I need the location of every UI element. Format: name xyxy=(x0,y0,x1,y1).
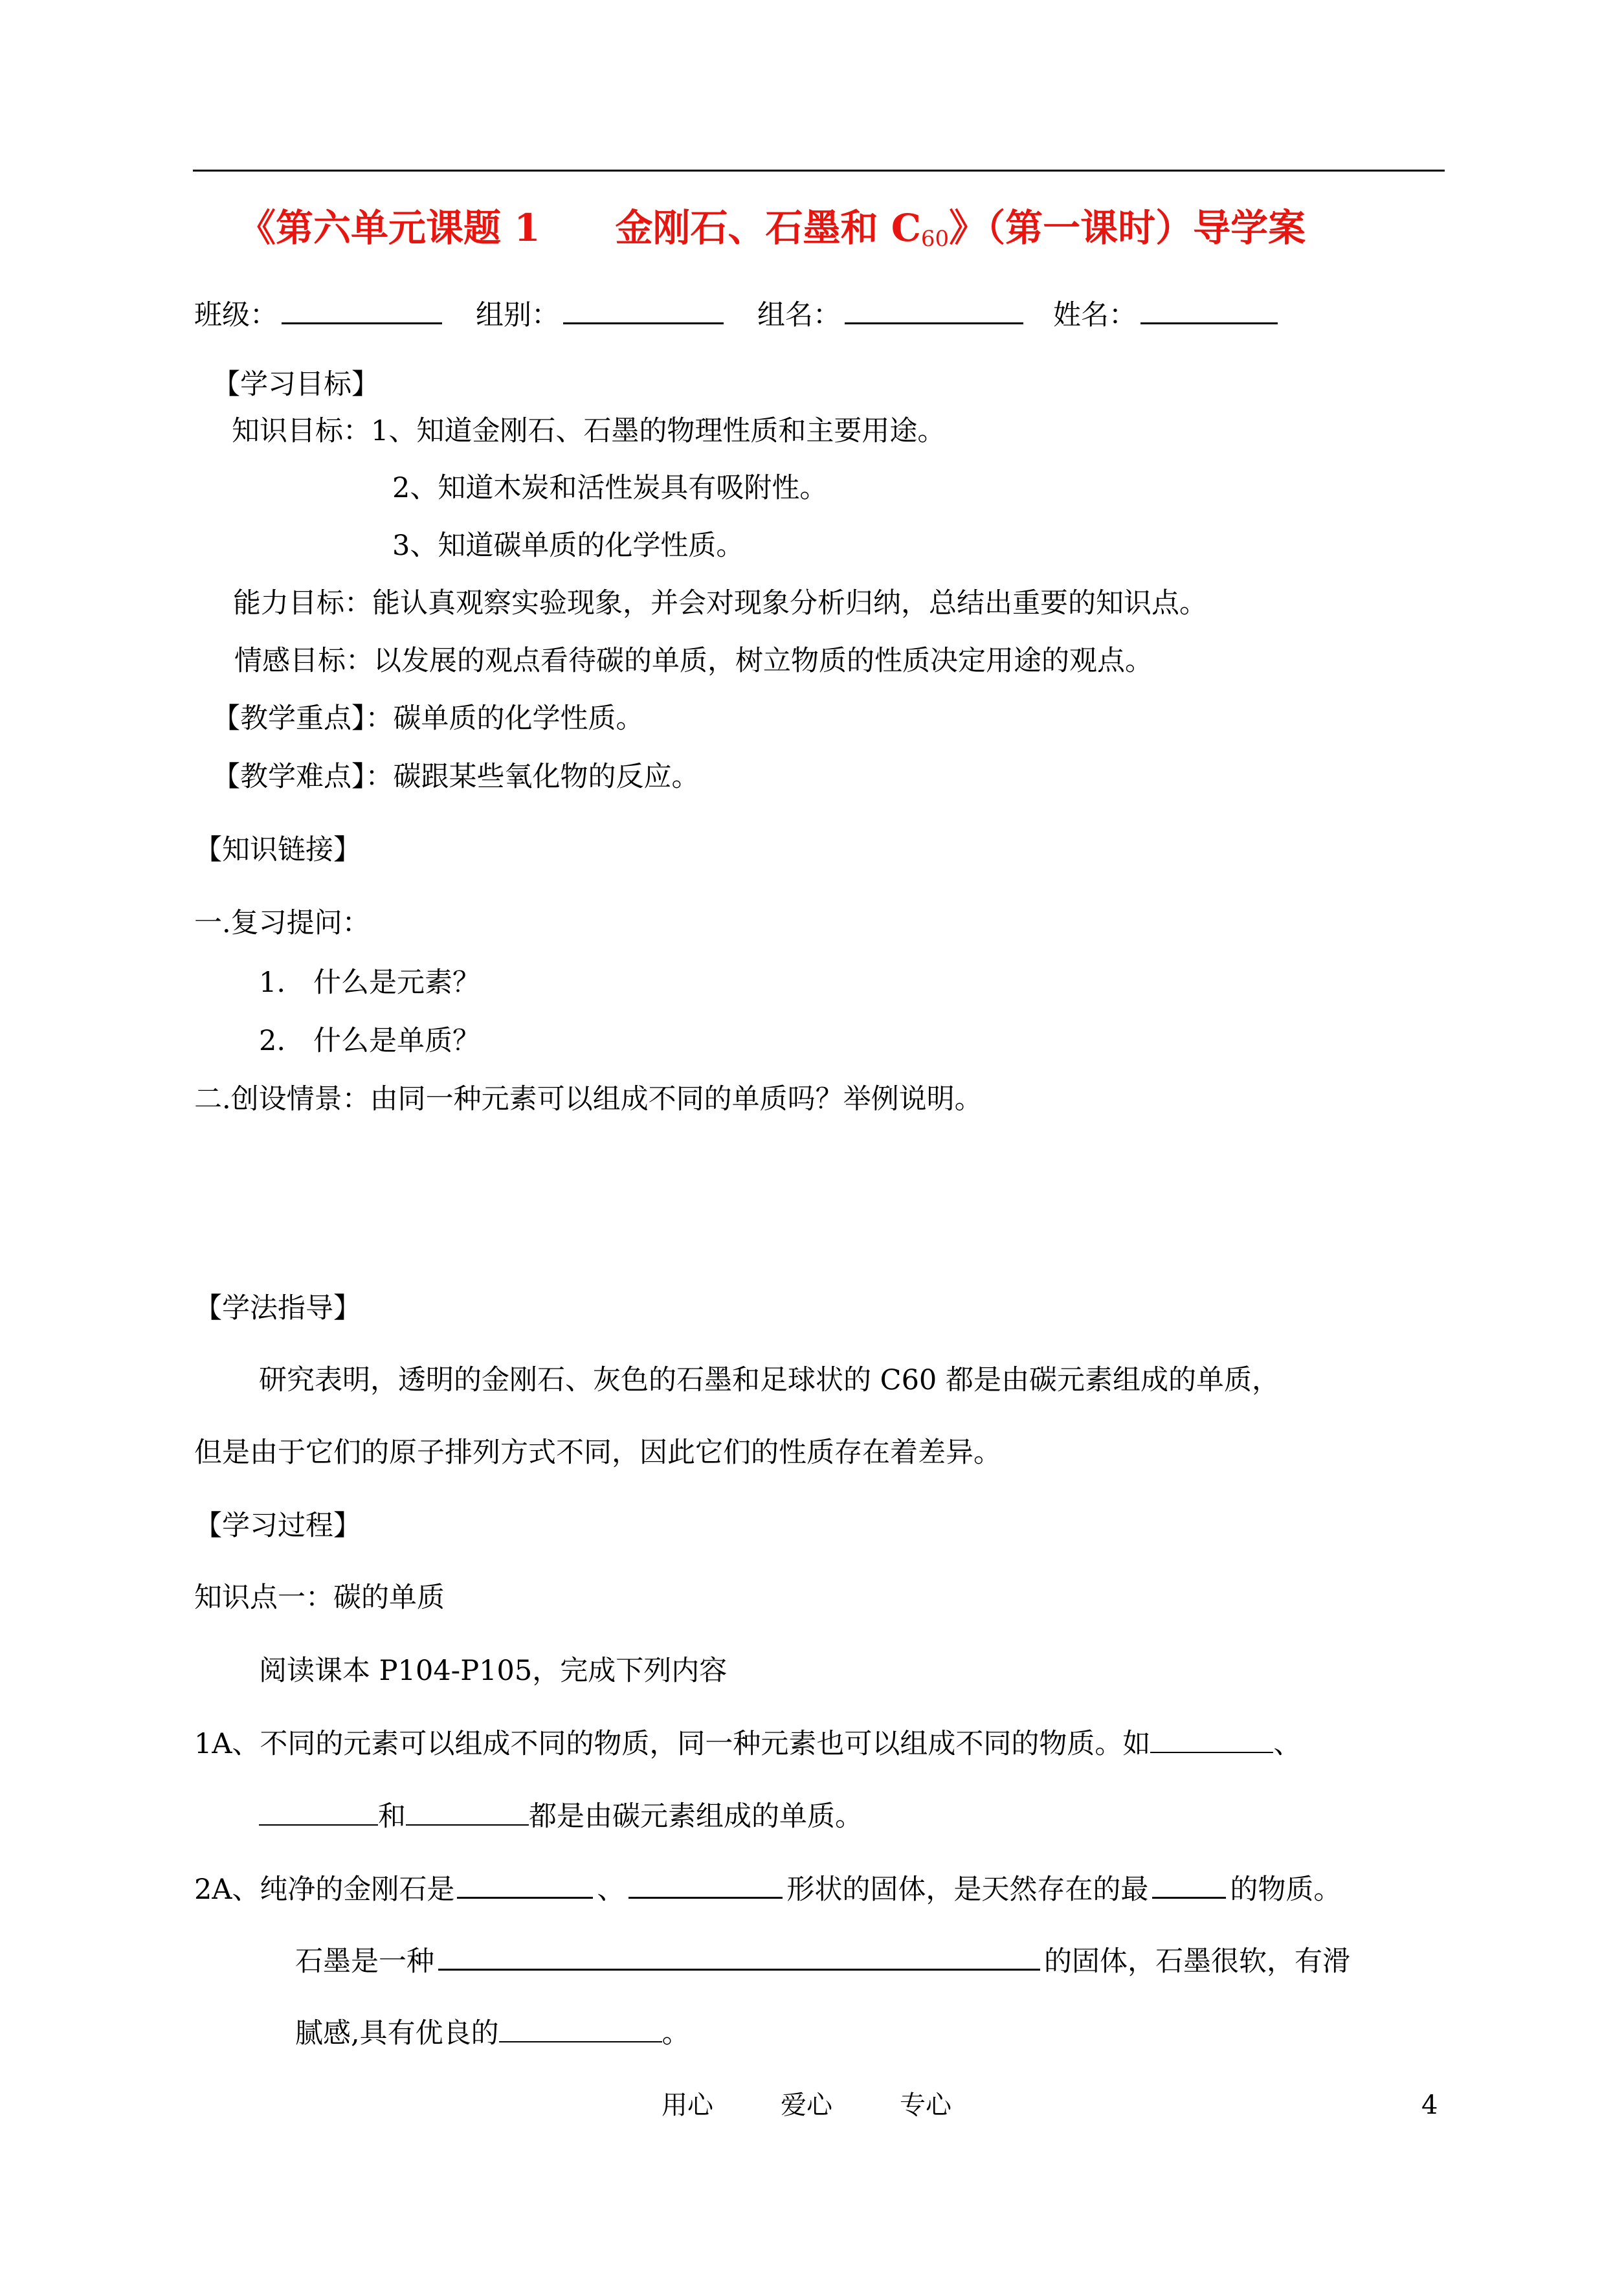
question-1a-text: 1A、不同的元素可以组成不同的物质，同一种元素也可以组成不同的物质。如 xyxy=(194,1728,1151,1760)
motto-word: 用心 xyxy=(662,2090,713,2120)
key-point xyxy=(212,700,644,737)
review-question: 1. 什么是元素？ xyxy=(259,967,481,999)
method-paragraph-line: 研究表明，透明的金刚石、灰色的石墨和足球状的 C60 都是由碳元素组成的单质， xyxy=(259,1364,1280,1396)
question-2a-ending: 的物质。 xyxy=(1230,1874,1342,1906)
question-1a-connector: 和 xyxy=(378,1800,406,1833)
answer-blank[interactable] xyxy=(406,1798,529,1826)
graphite-period: 。 xyxy=(662,2017,690,2050)
graphite-property-text: 腻感,具有优良的 xyxy=(295,2017,499,2050)
question-2a xyxy=(194,1871,1341,1908)
question-1a-separator: 、 xyxy=(1273,1728,1302,1760)
question-2a-graphite-continued xyxy=(295,2015,690,2052)
knowledge-link-heading: 【知识链接】 xyxy=(194,834,361,866)
scenario-prompt: 二.创设情景：由同一种元素可以组成不同的单质吗？举例说明。 xyxy=(194,1083,983,1115)
objectives-heading: 【学习目标】 xyxy=(212,368,379,401)
knowledge-item: 2、知道木炭和活性炭具有吸附性。 xyxy=(392,472,828,504)
question-2a-separator: 、 xyxy=(597,1874,625,1906)
knowledge-point-one: 知识点一：碳的单质 xyxy=(194,1582,445,1614)
question-1a xyxy=(194,1726,1301,1762)
group-blank[interactable] xyxy=(563,296,724,324)
difficult-point-text: ：碳跟某些氧化物的反应。 xyxy=(365,761,700,793)
page-title: 《第六单元课题 1 金刚石、石墨和 $C_{60}$》（第一课时）导学案 xyxy=(238,206,1306,252)
answer-blank[interactable] xyxy=(438,1943,1040,1971)
ability-objective: 能力目标：能认真观察实验现象，并会对现象分析归纳，总结出重要的知识点。 xyxy=(233,587,1207,620)
reading-instruction: 阅读课本 P104-P105，完成下列内容 xyxy=(259,1655,728,1687)
difficult-point xyxy=(212,759,700,795)
page-number: 4 xyxy=(1421,2090,1438,2120)
class-label: 班级： xyxy=(194,299,278,331)
difficult-point-label: 【教学难点】 xyxy=(212,761,366,793)
group-name-blank[interactable] xyxy=(845,296,1023,324)
group-name-label: 组名： xyxy=(757,299,841,331)
knowledge-objective xyxy=(232,413,945,449)
motto-word: 爱心 xyxy=(781,2090,832,2120)
key-point-text: ：碳单质的化学性质。 xyxy=(365,702,644,735)
answer-blank[interactable] xyxy=(259,1798,378,1826)
emotion-objective: 情感目标：以发展的观点看待碳的单质，树立物质的性质决定用途的观点。 xyxy=(234,645,1153,677)
class-blank[interactable] xyxy=(282,296,442,324)
header-rule xyxy=(193,170,1445,172)
question-1a-ending: 都是由碳元素组成的单质。 xyxy=(529,1800,863,1833)
knowledge-item: 3、知道碳单质的化学性质。 xyxy=(392,530,744,562)
group-label: 组别： xyxy=(476,299,559,331)
knowledge-label: 知识目标： xyxy=(232,415,371,447)
motto-word: 专心 xyxy=(900,2090,951,2120)
knowledge-item: 1、知道金刚石、石墨的物理性质和主要用途。 xyxy=(371,415,946,447)
graphite-text-end: 的固体，石墨很软，有滑 xyxy=(1044,1945,1350,1978)
answer-blank[interactable] xyxy=(1150,1726,1273,1753)
answer-blank[interactable] xyxy=(628,1871,783,1899)
name-label: 姓名： xyxy=(1053,299,1137,331)
question-1a-continued xyxy=(259,1798,863,1835)
question-2a-text-mid: 形状的固体，是天然存在的最 xyxy=(786,1874,1149,1906)
info-line xyxy=(194,296,1282,333)
name-blank[interactable] xyxy=(1140,296,1278,324)
answer-blank[interactable] xyxy=(457,1871,593,1899)
process-heading: 【学习过程】 xyxy=(194,1510,361,1542)
answer-blank[interactable] xyxy=(1152,1871,1226,1899)
graphite-text: 石墨是一种 xyxy=(295,1945,434,1978)
footer-motto xyxy=(662,2088,951,2122)
question-2a-text: 2A、纯净的金刚石是 xyxy=(194,1874,455,1906)
method-paragraph-line: 但是由于它们的原子排列方式不同，因此它们的性质存在着差异。 xyxy=(194,1437,1001,1469)
review-question: 2. 什么是单质？ xyxy=(259,1025,481,1057)
review-title: 一.复习提问： xyxy=(194,907,370,939)
answer-blank[interactable] xyxy=(499,2015,662,2042)
method-heading: 【学法指导】 xyxy=(194,1292,361,1325)
question-2a-graphite xyxy=(295,1943,1350,1980)
key-point-label: 【教学重点】 xyxy=(212,702,366,735)
